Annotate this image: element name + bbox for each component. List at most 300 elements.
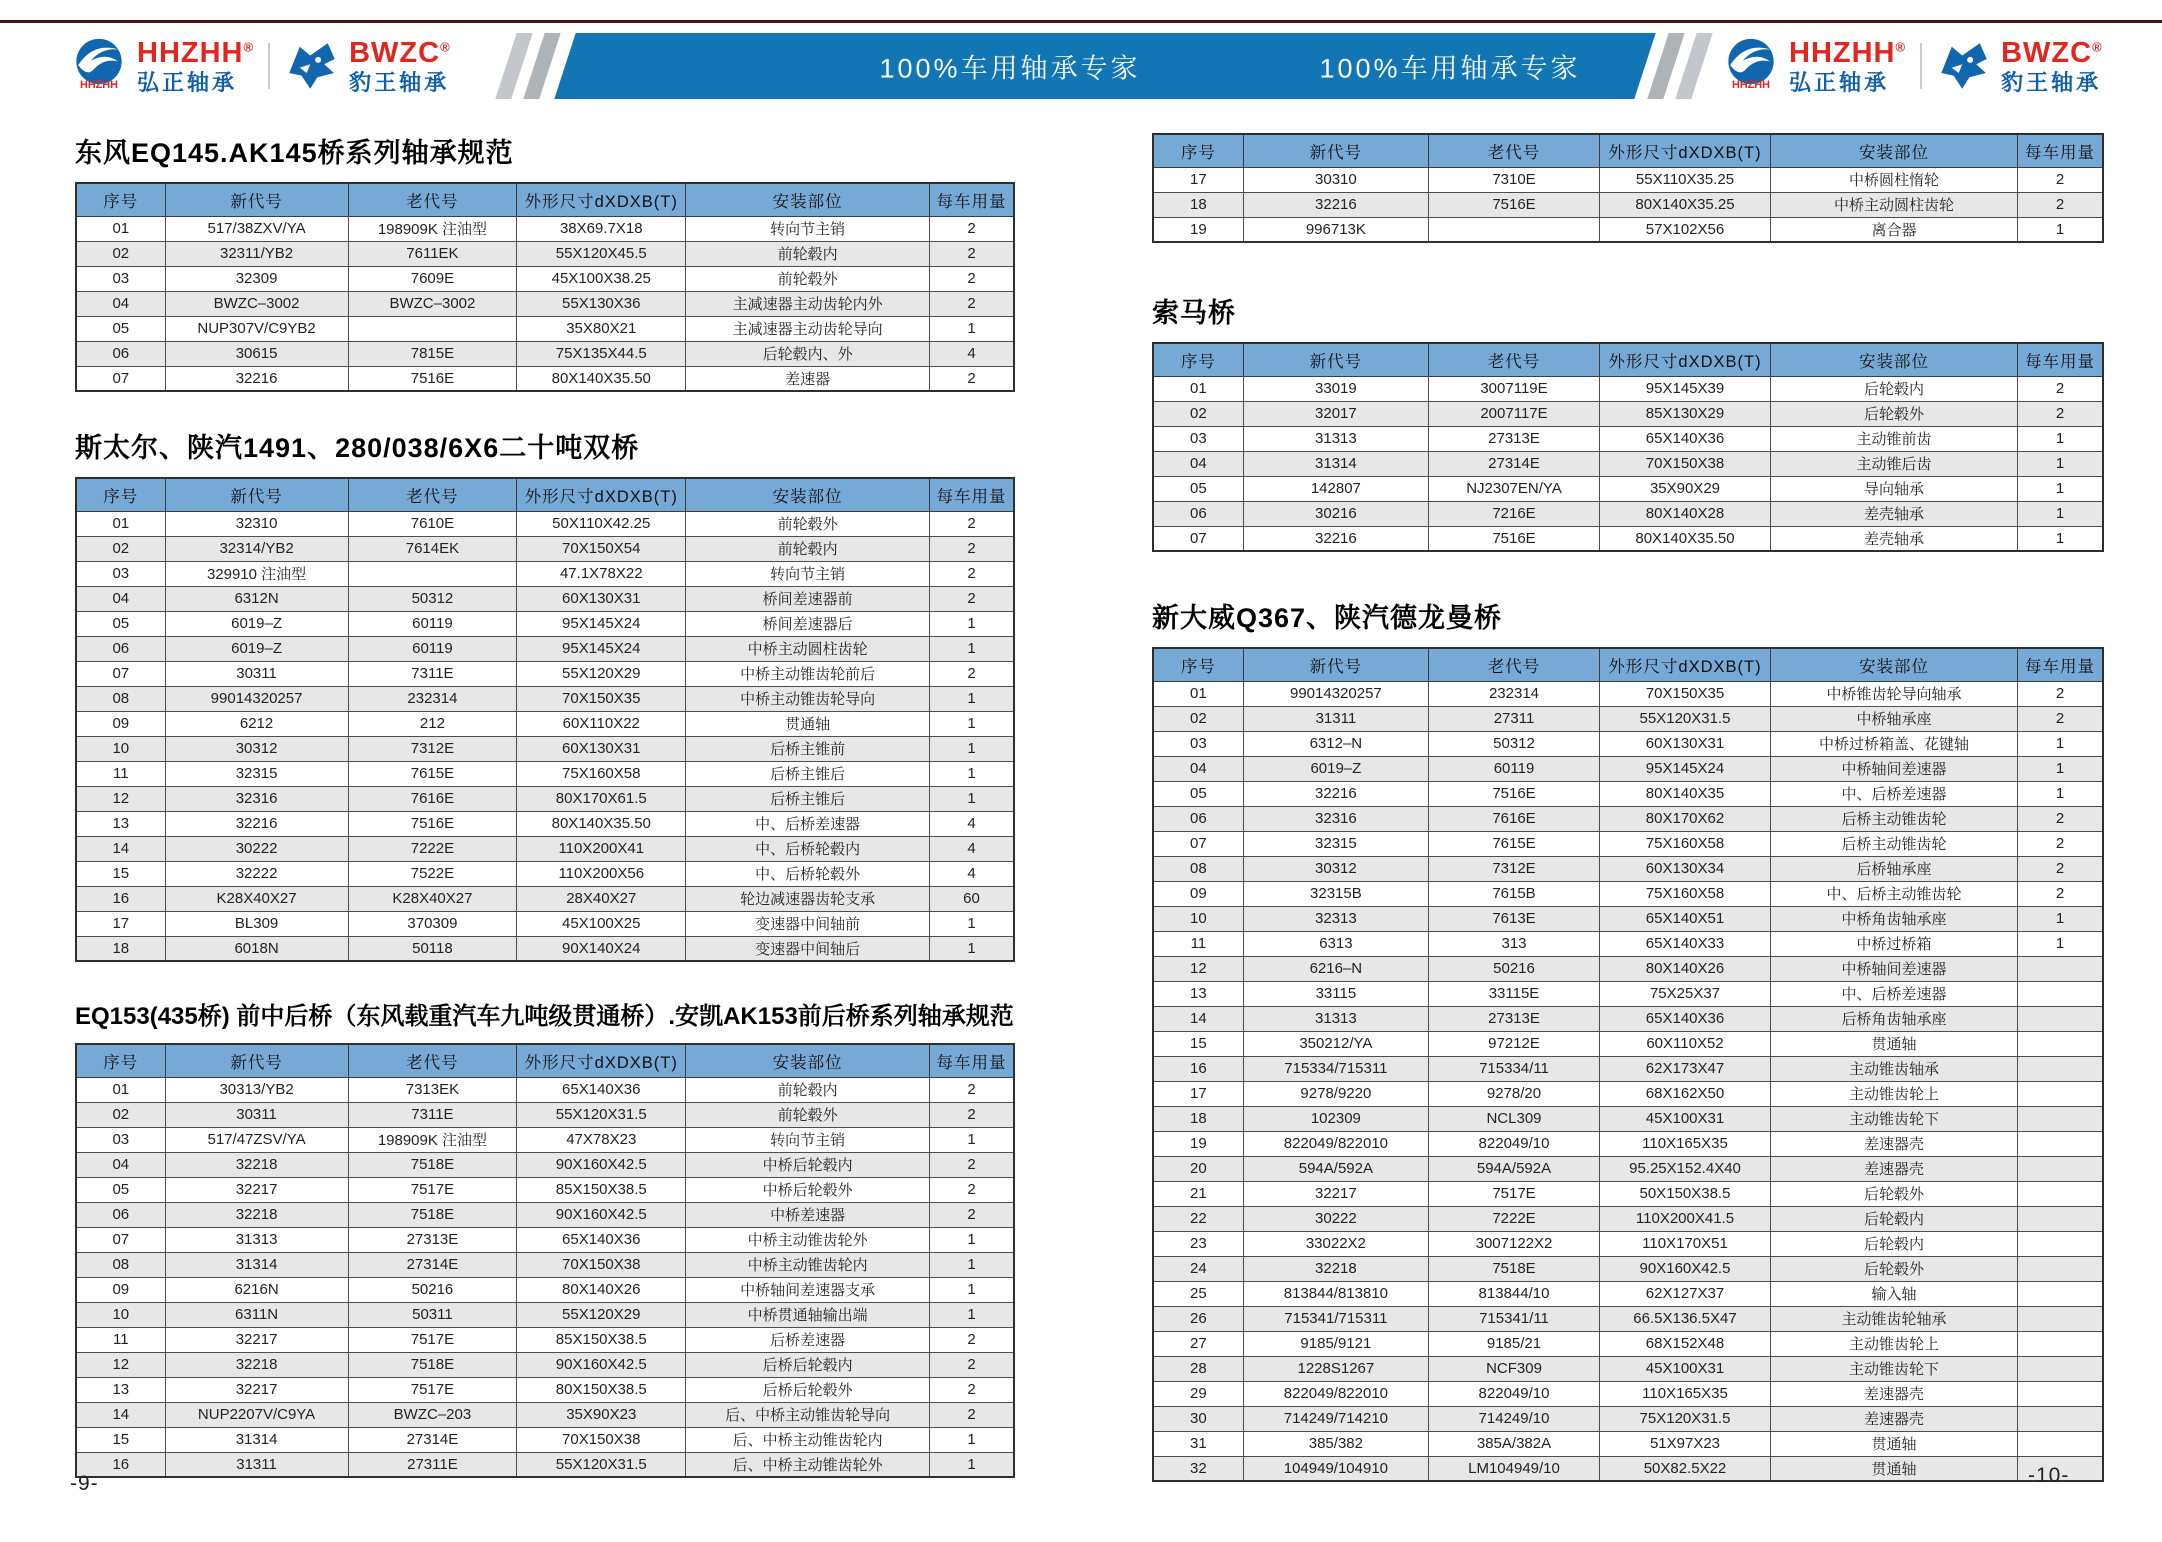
cell: 75X160X58 [1600,881,1771,906]
cell [2018,1356,2104,1381]
cell: 55X120X31.5 [517,1452,686,1477]
cell: 6312–N [1243,731,1428,756]
cell: 32216 [1243,781,1428,806]
cell: 03 [1153,731,1243,756]
cell: 4 [930,861,1014,886]
cell: 2 [930,536,1014,561]
cell: 31311 [1243,706,1428,731]
cell: 47X78X23 [517,1127,686,1152]
table-row [1153,1306,2103,1331]
column-header: 序号 [1153,134,1243,167]
svg-text:HHZHH: HHZHH [79,78,119,91]
table-row [1153,426,2103,451]
cell: 75X120X31.5 [1600,1406,1771,1431]
cell [348,561,517,586]
cell: 差速器壳 [1771,1406,2018,1431]
table-row [1153,1206,2103,1231]
cell: 594A/592A [1243,1156,1428,1181]
cell: 29 [1153,1381,1243,1406]
cell: 7313EK [348,1077,517,1102]
cell: 02 [1153,706,1243,731]
cell: 55X130X36 [517,291,686,316]
cell: 1 [930,711,1014,736]
svg-text:HHZHH: HHZHH [1731,78,1771,91]
table-row [76,811,1014,836]
column-header: 老代号 [1429,134,1600,167]
cell: 32316 [1243,806,1428,831]
brand-abbr: BWZC® [2001,37,2103,70]
cell: 03 [76,1127,165,1152]
table-title-xindawei: 新大威Q367、陕汽德龙曼桥 [1152,603,1503,633]
cell: 31 [1153,1431,1243,1456]
cell [2018,1256,2104,1281]
cell: 7518E [1429,1256,1600,1281]
cell: 60X130X31 [517,736,686,761]
cell: 6216N [165,1277,348,1302]
table-row [1153,476,2103,501]
cell: 715334/715311 [1243,1056,1428,1081]
cell: 后桥后轮毂外 [686,1377,930,1402]
table-row [1153,1331,2103,1356]
cell: 2 [930,1402,1014,1427]
cell: 07 [1153,831,1243,856]
cell: 2 [930,1202,1014,1227]
column-header: 安装部位 [686,478,930,511]
cell: 贯通轴 [686,711,930,736]
cell: 517/47ZSV/YA [165,1127,348,1152]
cell: 中桥过桥箱 [1771,931,2018,956]
cell: 50312 [1429,731,1600,756]
cell: 32217 [165,1177,348,1202]
cell: 60X130X31 [517,586,686,611]
cell: 19 [1153,217,1243,242]
cell: 60 [930,886,1014,911]
cell: 中桥轴承座 [1771,706,2018,731]
cell: 11 [76,761,165,786]
cell: 95X145X39 [1600,376,1771,401]
cell: 385/382 [1243,1431,1428,1456]
cell: 198909K 注油型 [348,216,517,241]
table-row [1153,981,2103,1006]
cell [2018,1431,2104,1456]
table-row [76,1177,1014,1202]
cell: 232314 [348,686,517,711]
cell: 28X40X27 [517,886,686,911]
cell: 03 [76,266,165,291]
cell: 9185/9121 [1243,1331,1428,1356]
cell: 32222 [165,861,348,886]
cell: 1 [2018,217,2104,242]
page-left [75,115,1015,1478]
cell: 1 [930,911,1014,936]
cell: 主动锥齿轴承 [1771,1056,2018,1081]
cell: 55X120X29 [517,661,686,686]
cell: 33022X2 [1243,1231,1428,1256]
cell: 2 [2018,401,2104,426]
table-row [76,836,1014,861]
cell: NUP2207V/C9YA [165,1402,348,1427]
cell: 813844/10 [1429,1281,1600,1306]
cell: 1 [930,786,1014,811]
cell: 110X200X41 [517,836,686,861]
banner-slogan-left: 100%车用轴承专家 [879,53,1141,84]
cell: 差速器壳 [1771,1156,2018,1181]
cell: 32309 [165,266,348,291]
cell: 2 [930,1327,1014,1352]
cell: 2 [930,586,1014,611]
brand-bwzc [284,38,451,94]
cell: 1 [930,636,1014,661]
cell: 32316 [165,786,348,811]
column-header: 安装部位 [686,183,930,216]
cell: 05 [76,316,165,341]
cell: 2 [930,266,1014,291]
cell: 75X160X58 [1600,831,1771,856]
table-row [76,1252,1014,1277]
cell: 68X162X50 [1600,1081,1771,1106]
column-header: 老代号 [1429,343,1600,376]
cell: 2 [930,1352,1014,1377]
hhzhh-logo-icon [1722,36,1780,96]
cell: 桥间差速器后 [686,611,930,636]
cell: 14 [76,836,165,861]
cell: 2 [2018,856,2104,881]
cell: 313 [1429,931,1600,956]
cell: 主动锥齿轮上 [1771,1081,2018,1106]
cell: 中桥锥齿轮导向轴承 [1771,681,2018,706]
cell: 60119 [348,611,517,636]
cell: 35X90X23 [517,1402,686,1427]
column-header: 老代号 [348,1044,517,1077]
cell: 822049/10 [1429,1131,1600,1156]
cell: 08 [76,1252,165,1277]
table-row [76,686,1014,711]
cell [2018,1281,2104,1306]
cell: 中桥圆柱惰轮 [1771,167,2018,192]
cell: 中、后桥差速器 [1771,781,2018,806]
table-row [1153,756,2103,781]
cell: 17 [1153,1081,1243,1106]
cell: 7815E [348,341,517,366]
column-header: 每车用量 [2018,134,2104,167]
cell: 6312N [165,586,348,611]
cell: 142807 [1243,476,1428,501]
cell: 75X25X37 [1600,981,1771,1006]
cell: 06 [1153,501,1243,526]
cell: 08 [76,686,165,711]
cell: 变速器中间轴前 [686,911,930,936]
cell: 后轮毂内、外 [686,341,930,366]
cell: 后轮毂外 [1771,401,2018,426]
cell: 51X97X23 [1600,1431,1771,1456]
cell: 85X150X38.5 [517,1177,686,1202]
cell: 中桥过桥箱盖、花键轴 [1771,731,2018,756]
cell: 03 [76,561,165,586]
cell: 55X110X35.25 [1600,167,1771,192]
cell: 11 [1153,931,1243,956]
cell: 中桥主动圆柱齿轮 [686,636,930,661]
table-title-eq145: 东风EQ145.AK145桥系列轴承规范 [75,138,514,168]
cell: 7222E [1429,1206,1600,1231]
cell: 32216 [165,366,348,391]
cell: 2 [2018,681,2104,706]
cell: 7522E [348,861,517,886]
cell: 16 [1153,1056,1243,1081]
cell [2018,1331,2104,1356]
page-header [0,33,2162,99]
cell: 55X120X31.5 [517,1102,686,1127]
cell: 7616E [1429,806,1600,831]
cell: BWZC–203 [348,1402,517,1427]
cell: 85X130X29 [1600,401,1771,426]
cell: 17 [1153,167,1243,192]
cell: 2 [2018,706,2104,731]
cell [2018,1006,2104,1031]
cell: 32315B [1243,881,1428,906]
cell: 27313E [1429,1006,1600,1031]
cell: 32218 [165,1152,348,1177]
brand-bwzc [1936,38,2103,94]
cell: 32216 [165,811,348,836]
cell [2018,1106,2104,1131]
cell: 65X140X36 [517,1077,686,1102]
column-header: 安装部位 [1771,343,2018,376]
cell: 10 [76,1302,165,1327]
cell: 1 [2018,931,2104,956]
cell: 28 [1153,1356,1243,1381]
cell: 后桥主锥后 [686,761,930,786]
cell: 32216 [1243,526,1428,551]
cell: 14 [76,1402,165,1427]
cell: 32310 [165,511,348,536]
spec-table-eq153 [75,1043,1015,1478]
table-row [1153,192,2103,217]
cell: 07 [76,1227,165,1252]
cell: 715341/715311 [1243,1306,1428,1331]
brand-abbr: HHZHH® [137,37,255,70]
cell: 2 [930,1102,1014,1127]
table-row [76,661,1014,686]
cell [1429,217,1600,242]
cell: 后桥后轮毂内 [686,1352,930,1377]
cell: 95X145X24 [1600,756,1771,781]
cell: 6019–Z [1243,756,1428,781]
cell: 2 [930,1077,1014,1102]
cell: 110X200X41.5 [1600,1206,1771,1231]
header-row [1153,343,2103,376]
cell: 1 [2018,906,2104,931]
cell: 32314/YB2 [165,536,348,561]
cell: 9278/20 [1429,1081,1600,1106]
cell: BL309 [165,911,348,936]
cell: 07 [76,366,165,391]
cell: 32017 [1243,401,1428,426]
cell: 08 [1153,856,1243,881]
column-header: 外形尺寸dXDXB(T) [517,183,686,216]
cell: 18 [1153,1106,1243,1131]
cell [2018,1131,2104,1156]
cell: 30311 [165,661,348,686]
cell: 30615 [165,341,348,366]
cell: 4 [930,836,1014,861]
cell: 7611EK [348,241,517,266]
cell: 32217 [1243,1181,1428,1206]
column-header: 序号 [76,1044,165,1077]
table-row [1153,781,2103,806]
header-row [76,1044,1014,1077]
cell: 32218 [165,1202,348,1227]
cell: 06 [76,636,165,661]
cell: 7616E [348,786,517,811]
cell: 50X150X38.5 [1600,1181,1771,1206]
table-row [1153,1381,2103,1406]
brand-group-right [1722,33,2103,99]
cell: 02 [76,241,165,266]
table-row [1153,956,2103,981]
cell: 1 [930,1252,1014,1277]
cell: 31314 [165,1427,348,1452]
cell: 7516E [348,811,517,836]
cell: 4 [930,341,1014,366]
table-row [76,611,1014,636]
cell: BWZC–3002 [165,291,348,316]
cell: 后轮毂外 [1771,1256,2018,1281]
cell: 27314E [348,1427,517,1452]
cell: 2 [930,661,1014,686]
cell: 45X100X31 [1600,1106,1771,1131]
table-row [76,636,1014,661]
cell: 01 [1153,681,1243,706]
cell: 2 [2018,881,2104,906]
cell: 6313 [1243,931,1428,956]
cell: 7609E [348,266,517,291]
table-row [76,736,1014,761]
cell: 14 [1153,1006,1243,1031]
cell: 31313 [165,1227,348,1252]
cell: 2 [930,1377,1014,1402]
cell: 594A/592A [1429,1156,1600,1181]
cell [2018,1306,2104,1331]
cell: 中桥主动锥齿轮导向 [686,686,930,711]
page-right [1152,133,2104,1482]
cell: 32 [1153,1456,1243,1481]
cell: 后轮毂内 [1771,1206,2018,1231]
table-row [1153,526,2103,551]
cell: 2 [2018,806,2104,831]
table-row [1153,167,2103,192]
cell: 30222 [165,836,348,861]
cell: K28X40X27 [165,886,348,911]
cell: 95.25X152.4X40 [1600,1156,1771,1181]
cell: 80X150X38.5 [517,1377,686,1402]
table-row [76,1202,1014,1227]
cell [2018,1206,2104,1231]
column-header: 安装部位 [686,1044,930,1077]
cell: 350212/YA [1243,1031,1428,1056]
cell: 110X165X35 [1600,1381,1771,1406]
cell: 09 [1153,881,1243,906]
cell: 30311 [165,1102,348,1127]
cell: 中桥轴间差速器 [1771,956,2018,981]
cell: 1 [2018,501,2104,526]
cell: 09 [76,711,165,736]
table-row [76,861,1014,886]
cell: 贯通轴 [1771,1431,2018,1456]
cell: 90X160X42.5 [517,1352,686,1377]
cell: 18 [76,936,165,961]
cell: 中、后桥轮毂外 [686,861,930,886]
cell: 1 [930,1452,1014,1477]
cell: 前轮毂外 [686,1102,930,1127]
table-row [76,1277,1014,1302]
cell: 1 [930,936,1014,961]
cell: 后轮毂外 [1771,1181,2018,1206]
bwzc-logo-icon [1936,38,1992,94]
column-header: 老代号 [348,478,517,511]
cell: NUP307V/C9YB2 [165,316,348,341]
cell: 27311 [1429,706,1600,731]
cell: 中桥主动锥齿轮前后 [686,661,930,686]
table-row [1153,1231,2103,1256]
table-row [76,936,1014,961]
cell: 104949/104910 [1243,1456,1428,1481]
cell: 1 [2018,426,2104,451]
column-header: 老代号 [1429,648,1600,681]
cell [2018,956,2104,981]
cell: 1 [930,611,1014,636]
cell: 中、后桥差速器 [1771,981,2018,1006]
cell: 70X150X54 [517,536,686,561]
cell: 30313/YB2 [165,1077,348,1102]
cell: 32218 [165,1352,348,1377]
cell: 轮边减速器齿轮支承 [686,886,930,911]
cell: 30312 [165,736,348,761]
cell: 80X140X35.25 [1600,192,1771,217]
cell: 2007117E [1429,401,1600,426]
column-header: 新代号 [165,1044,348,1077]
column-header: 外形尺寸dXDXB(T) [1600,648,1771,681]
table-row [76,1127,1014,1152]
cell [2018,1231,2104,1256]
cell: 后、中桥主动锥齿轮外 [686,1452,930,1477]
cell: 6216–N [1243,956,1428,981]
table-row [1153,1106,2103,1131]
cell: 47.1X78X22 [517,561,686,586]
cell: 996713K [1243,217,1428,242]
table-row [1153,1056,2103,1081]
cell: 30216 [1243,501,1428,526]
cell: 18 [1153,192,1243,217]
cell: 后桥主锥后 [686,786,930,811]
brand-divider [268,43,270,89]
table-row [1153,681,2103,706]
cell: 1 [2018,476,2104,501]
cell: LM104949/10 [1429,1456,1600,1481]
cell: 31314 [1243,451,1428,476]
cell: 04 [1153,451,1243,476]
cell: 中桥角齿轴承座 [1771,906,2018,931]
cell: 7310E [1429,167,1600,192]
table-row [76,911,1014,936]
column-header: 每车用量 [2018,343,2104,376]
cell: 中桥轴间差速器 [1771,756,2018,781]
cell: 09 [76,1277,165,1302]
cell: 1 [2018,731,2104,756]
table-row [1153,451,2103,476]
cell: 2 [930,366,1014,391]
cell: 22 [1153,1206,1243,1231]
brand-abbr: HHZHH® [1789,37,1907,70]
